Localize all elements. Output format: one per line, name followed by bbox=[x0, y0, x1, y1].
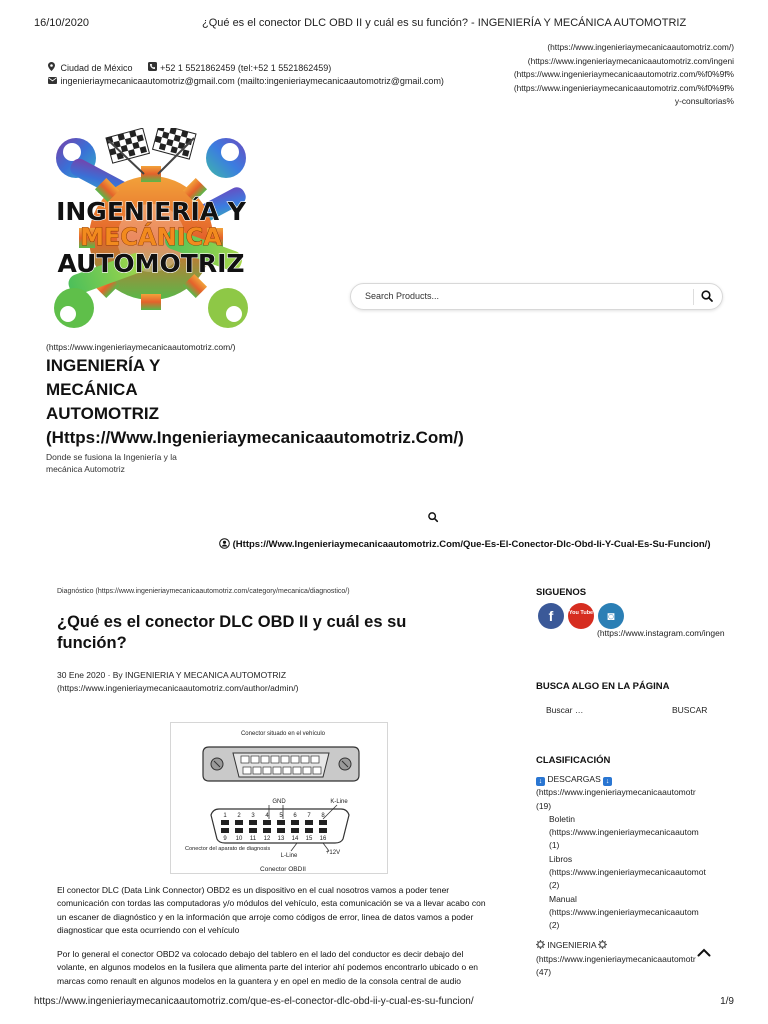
pin-label: 13 bbox=[277, 836, 285, 842]
pin-label: 1 bbox=[223, 813, 227, 819]
top-nav-link[interactable]: (https://www.ingenieriaymecanicaautomotriz.com/%f0%9f% bbox=[513, 82, 734, 93]
pin-label: 8 bbox=[321, 813, 325, 819]
top-nav-links bbox=[494, 41, 734, 109]
article-paragraph: Por lo general el conector OBD2 va colocado debajo del tablero en el lado del conductor es decir debajo del volante, en algunos modelos en la fusilera que alimenta parte del interior ahí podemos encontrarlo ubicado o en marcas como renault en algunos modelos en la guantera y en opel en medio de la consola central de audio bbox=[57, 949, 479, 986]
site-title-line: INGENIERÍA Y bbox=[46, 356, 161, 375]
pin-label: 6 bbox=[293, 813, 297, 819]
social-links bbox=[538, 603, 628, 631]
facebook-icon[interactable]: f bbox=[538, 603, 564, 629]
pin-label: 14 bbox=[291, 836, 299, 842]
category-count: (1) bbox=[549, 840, 560, 851]
print-page-number: 1/9 bbox=[720, 996, 734, 1007]
search-icon[interactable] bbox=[427, 510, 439, 528]
phone-icon bbox=[148, 62, 158, 73]
user-account-link[interactable] bbox=[219, 538, 710, 552]
print-date: 16/10/2020 bbox=[34, 17, 90, 29]
breadcrumb[interactable]: Diagnóstico (https://www.ingenieriaymecanicaautomotriz.com/category/mecanica/diagnostico/) bbox=[57, 588, 350, 595]
category-url[interactable]: (https://www.ingenieriaymecanicaautom bbox=[549, 827, 699, 838]
site-title-line: AUTOMOTRIZ bbox=[46, 404, 160, 423]
pin-label: 10 bbox=[235, 836, 243, 842]
contact-city bbox=[48, 62, 331, 73]
figure-label-vehicle: Conector situado en el vehículo bbox=[240, 731, 326, 737]
diagnostic-connector-icon bbox=[211, 805, 349, 851]
email-link[interactable]: ingenieriaymecanicaautomotriz@gmail.com (mailto:ingenieriaymecanicaautomotriz@gmail.com) bbox=[60, 76, 444, 86]
site-title-line: MECÁNICA bbox=[46, 380, 138, 399]
vehicle-connector-icon bbox=[203, 747, 359, 781]
classification-heading: CLASIFICACIÓN bbox=[536, 755, 611, 766]
figure-label-12v: +12V bbox=[325, 850, 341, 856]
chevron-up-icon[interactable] bbox=[697, 944, 711, 962]
figure-label-gnd: GND bbox=[272, 799, 286, 805]
instagram-icon[interactable]: ◙ bbox=[598, 603, 624, 629]
article-meta bbox=[57, 669, 298, 695]
search-heading: BUSCA ALGO EN LA PÁGINA bbox=[536, 681, 670, 692]
article-date-author[interactable]: 30 Ene 2020 · By INGENIERIA Y MECANICA AUTOMOTRIZ bbox=[57, 670, 287, 680]
figure-caption: Conector OBDII bbox=[260, 866, 306, 873]
gear-icon bbox=[536, 940, 545, 953]
category-count: (19) bbox=[536, 800, 552, 811]
location-pin-icon bbox=[48, 62, 58, 73]
site-tagline: Donde se fusiona la Ingeniería y la mecánica Automotriz bbox=[46, 452, 177, 474]
site-logo[interactable] bbox=[46, 128, 256, 343]
subcategory-item[interactable]: Boletin bbox=[549, 813, 575, 824]
search-divider bbox=[693, 289, 694, 305]
category-url[interactable]: (https://www.ingenieriaymecanicaautomot bbox=[549, 867, 706, 878]
site-title-line: (Https://Www.Ingenieriaymecanicaautomotriz.Com/) bbox=[46, 428, 464, 447]
print-title: ¿Qué es el conector DLC OBD II y cuál es su función? - INGENIERÍA Y MECÁNICA AUTOMOTRIZ bbox=[202, 17, 687, 29]
top-nav-link[interactable]: (https://www.ingenieriaymecanicaautomotriz.com/) bbox=[547, 42, 734, 52]
instagram-url[interactable]: (https://www.instagram.com/ingen bbox=[597, 628, 725, 638]
category-label: DESCARGAS bbox=[547, 774, 601, 784]
category-label: INGENIERIA bbox=[547, 939, 597, 950]
article-title: ¿Qué es el conector DLC OBD II y cuál es su función? bbox=[57, 613, 407, 652]
figure-label-scan: Conector del aparato de diagnosis bbox=[185, 846, 271, 852]
phone-link[interactable]: +52 1 5521862459 (tel:+52 1 5521862459) bbox=[160, 63, 332, 73]
down-arrow-icon: ↓ bbox=[536, 777, 545, 786]
pin-label: 12 bbox=[263, 836, 271, 842]
article-paragraph: El conector DLC (Data Link Connector) OBD2 es un dispositivo en el cual nosotros vamos a poder tener comunicación con tordas las computadoras y/o módulos del vehículo, esta comunicación se va a llevar acabo con un escaner de diagnóstico y en la información que arroje como códigos de error, linea de datos vamos a poder diagnosticar que esta ocurriendo con el vehículo bbox=[57, 885, 486, 935]
pin-label: 5 bbox=[279, 813, 283, 819]
top-nav-link[interactable]: y-consultorias% bbox=[674, 96, 734, 106]
logo-text-line3: AUTOMOTRIZ bbox=[57, 249, 245, 278]
sidebar-search-button[interactable]: BUSCAR bbox=[672, 705, 708, 715]
search-products-input[interactable]: Search Products... bbox=[365, 291, 440, 301]
print-footer-url: https://www.ingenieriaymecanicaautomotriz.com/que-es-el-conector-dlc-obd-ii-y-cual-es-su-funcion/ bbox=[34, 996, 474, 1007]
pin-label: 15 bbox=[305, 836, 313, 842]
category-count: (47) bbox=[536, 967, 552, 978]
down-arrow-icon: ↓ bbox=[603, 777, 612, 786]
envelope-icon bbox=[48, 76, 58, 86]
user-account-url: (Https://Www.Ingenieriaymecanicaautomotriz.Com/Que-Es-El-Conector-Dlc-Obd-Ii-Y-Cual-Es-Su-Funcion/) bbox=[232, 539, 711, 550]
category-count: (2) bbox=[549, 880, 560, 891]
pin-label: 9 bbox=[223, 836, 227, 842]
youtube-icon[interactable]: You Tube bbox=[568, 603, 594, 629]
pin-label: 11 bbox=[249, 836, 257, 842]
obd-connector-figure bbox=[170, 722, 388, 874]
pin-label: 16 bbox=[319, 836, 327, 842]
gear-icon bbox=[598, 940, 607, 953]
pin-label: 7 bbox=[307, 813, 311, 819]
user-circle-icon bbox=[219, 538, 230, 552]
category-url[interactable]: (https://www.ingenieriaymecanicaautomotr bbox=[536, 953, 696, 964]
pin-label: 2 bbox=[237, 813, 241, 819]
logo-url[interactable]: (https://www.ingenieriaymecanicaautomotriz.com/) bbox=[46, 342, 236, 352]
category-url[interactable]: (https://www.ingenieriaymecanicaautomotr bbox=[536, 787, 696, 798]
pin-label: 4 bbox=[265, 813, 269, 819]
figure-label-kline: K-Line bbox=[330, 799, 348, 805]
figure-label-lline: L-Line bbox=[280, 853, 298, 859]
top-nav-link[interactable]: (https://www.ingenieriaymecanicaautomotriz.com/%f0%9f% bbox=[513, 69, 734, 79]
site-title[interactable] bbox=[46, 354, 464, 450]
top-nav-link[interactable]: (https://www.ingenieriaymecanicaautomotriz.com/ingeni bbox=[527, 55, 734, 66]
logo-text-line1: INGENIERÍA Y bbox=[56, 197, 246, 226]
category-url[interactable]: (https://www.ingenieriaymecanicaautom bbox=[549, 906, 699, 917]
follow-heading: SIGUENOS bbox=[536, 587, 587, 598]
pin-label: 3 bbox=[251, 813, 255, 819]
author-url[interactable]: (https://www.ingenieriaymecanicaautomotriz.com/author/admin/) bbox=[57, 683, 299, 693]
search-products-bar[interactable] bbox=[350, 283, 723, 310]
search-icon[interactable] bbox=[700, 289, 714, 308]
logo-text-line2: MECÁNICA bbox=[80, 223, 222, 251]
subcategory-item[interactable]: Libros bbox=[549, 853, 573, 864]
contact-email bbox=[48, 76, 444, 86]
city-text: Ciudad de México bbox=[60, 63, 133, 73]
category-item[interactable] bbox=[536, 773, 736, 786]
category-count: (2) bbox=[549, 920, 560, 931]
sidebar-search-input[interactable]: Buscar … bbox=[546, 705, 584, 715]
subcategory-item[interactable]: Manual bbox=[549, 893, 577, 904]
